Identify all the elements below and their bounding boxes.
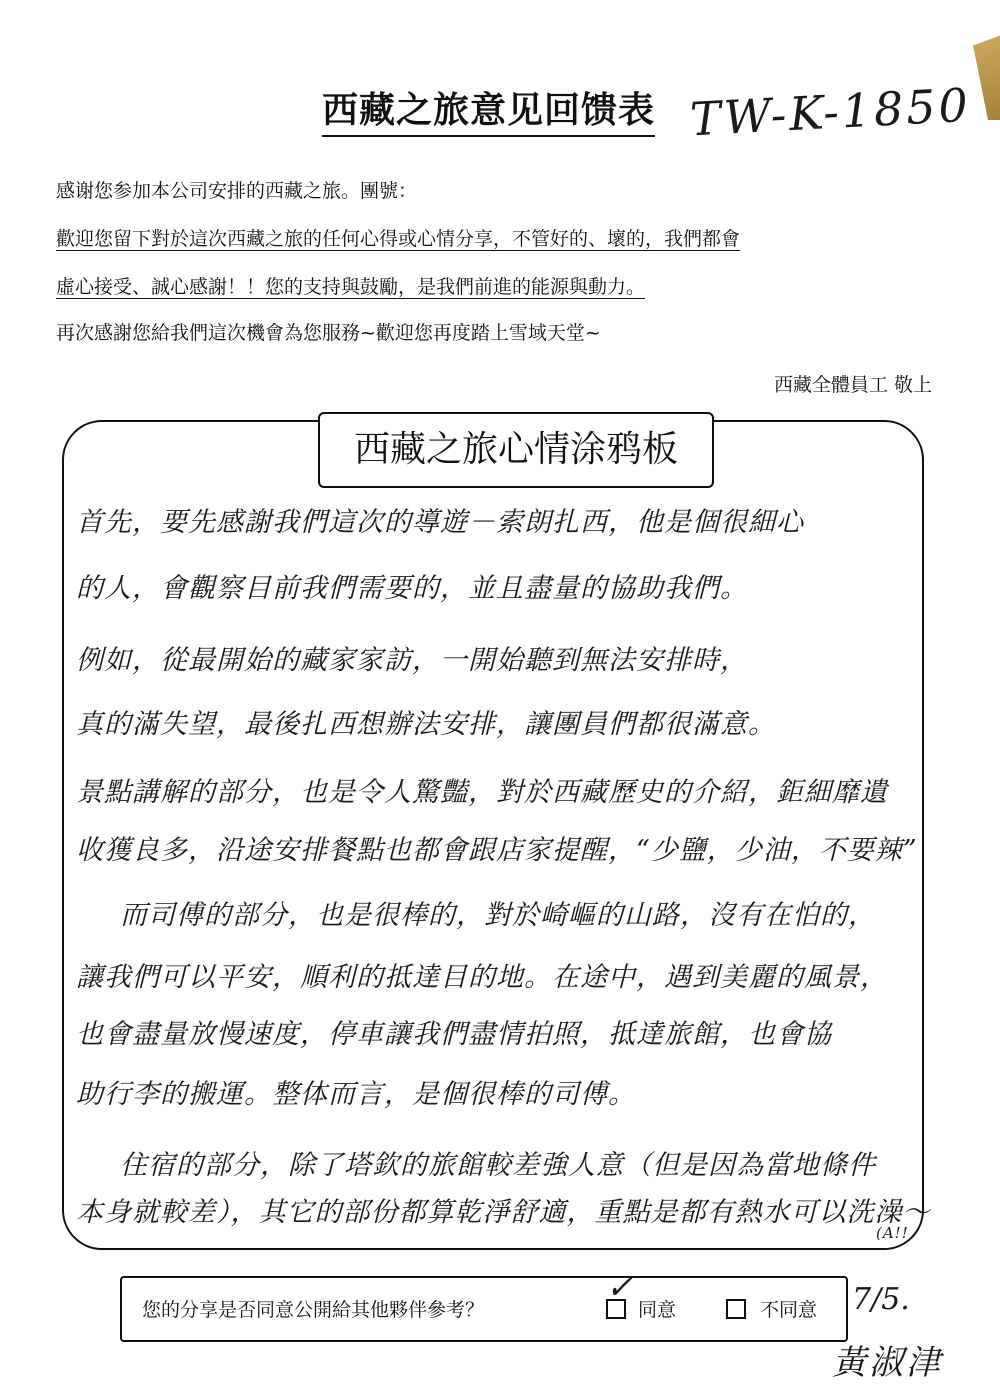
intro-thanks: 感谢您参加本公司安排的西藏之旅。團號： [56, 180, 418, 202]
intro-again: 再次感謝您給我們這次機會為您服務~歡迎您再度踏上雪域天堂~ [56, 322, 601, 344]
disagree-checkbox[interactable] [726, 1299, 746, 1319]
handwritten-line: 而司傅的部分，也是很棒的，對於崎嶇的山路，沒有在怕的， [120, 900, 876, 931]
handwritten-line: 真的滿失望，最後扎西想辦法安排，讓團員們都很滿意。 [76, 709, 776, 740]
handwritten-line: 例如，從最開始的藏家家訪，一開始聽到無法安排時， [76, 645, 748, 676]
handwritten-line: 首先，要先感謝我們這次的導遊－索朗扎西，他是個很細心 [76, 507, 804, 538]
consent-question: 您的分享是否同意公開給其他夥伴參考？ [142, 1299, 485, 1321]
handwritten-line: 收獲良多，沿途安排餐點也都會跟店家提醒，“少鹽，少油，不要辣” [76, 835, 918, 866]
handwritten-line: 住宿的部分，除了塔欽的旅館較差強人意（但是因為當地條件 [120, 1150, 876, 1181]
handwritten-line: 的人，會觀察目前我們需要的，並且盡量的協助我們。 [76, 573, 748, 604]
handwritten-line: 景點講解的部分，也是令人驚豔，對於西藏歷史的介紹，鉅細靡遺 [76, 777, 888, 808]
handwritten-line: 讓我們可以平安，順利的抵達目的地。在途中，遇到美麗的風景， [76, 962, 888, 993]
form-title: 西藏之旅意见回馈表 [322, 82, 655, 137]
handwritten-ref-code: TW-K-1850 [688, 77, 973, 147]
staff-signature: 西藏全體員工 敬上 [773, 374, 932, 396]
check-mark-icon: ✓ [606, 1268, 633, 1306]
intro-invite: 歡迎您留下對於這次西藏之旅的任何心得或心情分享，不管好的、壞的，我們都會 [56, 228, 741, 250]
handwritten-line: 也會盡量放慢速度，停車讓我們盡情拍照，抵達旅館，也會協 [76, 1019, 832, 1050]
agree-label: 同意 [638, 1299, 677, 1321]
handwritten-name: 黃淑津 [832, 1343, 943, 1383]
disagree-label: 不同意 [760, 1299, 818, 1321]
handwritten-note: (A!! [876, 1224, 909, 1242]
handwritten-line: 助行李的搬運。整体而言，是個很棒的司傅。 [76, 1079, 636, 1110]
board-title: 西藏之旅心情涂鸦板 [318, 412, 714, 488]
handwritten-date: 7/5. [852, 1282, 910, 1317]
handwritten-line: 本身就較差），其它的部份都算乾淨舒適，重點是都有熱水可以洗澡～ [76, 1197, 931, 1228]
intro-support: 虛心接受、誠心感謝！！您的支持與鼓勵，是我們前進的能源與動力。 [56, 276, 646, 298]
